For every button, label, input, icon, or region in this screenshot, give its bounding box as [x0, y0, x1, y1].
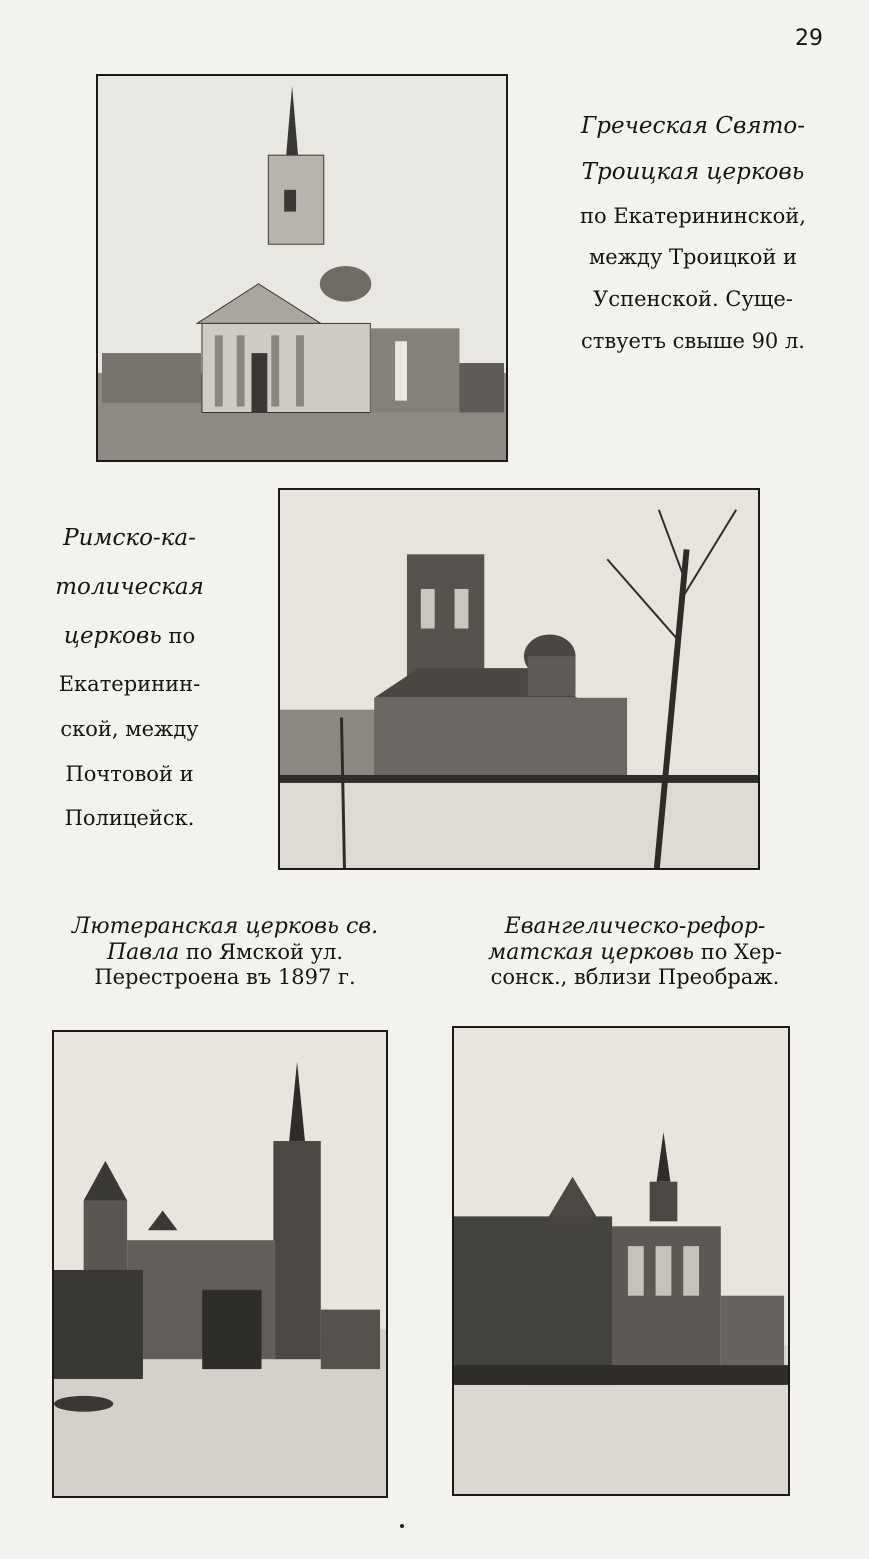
print-speck	[400, 1524, 404, 1528]
caption-line: сонск., вблизи Преображ.	[490, 965, 780, 990]
caption-line: Троицкая церковь	[581, 158, 805, 185]
caption-line: по Екатерининской,	[580, 203, 806, 228]
caption-line: Успенской. Суще-	[593, 287, 793, 312]
caption-line: между Троицкой и	[588, 245, 798, 270]
caption-lutheran-church	[40, 914, 410, 990]
caption-reformed-church	[450, 914, 820, 990]
caption-line: Греческая Свято-	[581, 113, 805, 139]
photo-catholic-church	[278, 488, 760, 870]
caption-line: Екатеринин-	[58, 671, 201, 696]
page-number: 29	[795, 26, 823, 51]
caption-plain-fragment: по Хер-	[694, 939, 782, 964]
caption-plain-fragment: по Ямской ул.	[179, 939, 344, 964]
photo-lutheran-church	[52, 1030, 388, 1498]
caption-italic-fragment: Павла	[106, 939, 180, 965]
caption-line	[22, 612, 237, 661]
caption-line: толическая	[55, 574, 204, 601]
caption-line	[40, 940, 410, 966]
caption-line: Полицейск.	[64, 806, 195, 831]
caption-italic-fragment: церковь	[63, 623, 162, 650]
caption-italic-fragment: матская церковь	[488, 939, 695, 965]
caption-line: Лютеранская церковь св.	[71, 914, 379, 939]
caption-line: Евангелическо-рефор-	[504, 914, 766, 939]
caption-line: ской, между	[60, 716, 199, 741]
caption-line: Перестроена въ 1897 г.	[94, 965, 356, 990]
caption-line: Римско-ка-	[63, 525, 196, 551]
caption-plain-fragment: по	[161, 624, 196, 649]
caption-greek-church	[548, 104, 838, 363]
photo-reformed-church	[452, 1026, 790, 1496]
caption-catholic-church	[22, 514, 237, 841]
caption-line: ствуетъ свыше 90 л.	[581, 328, 805, 353]
caption-line	[450, 940, 820, 966]
caption-line: Почтовой и	[65, 761, 194, 786]
photo-greek-trinity-church	[96, 74, 508, 462]
